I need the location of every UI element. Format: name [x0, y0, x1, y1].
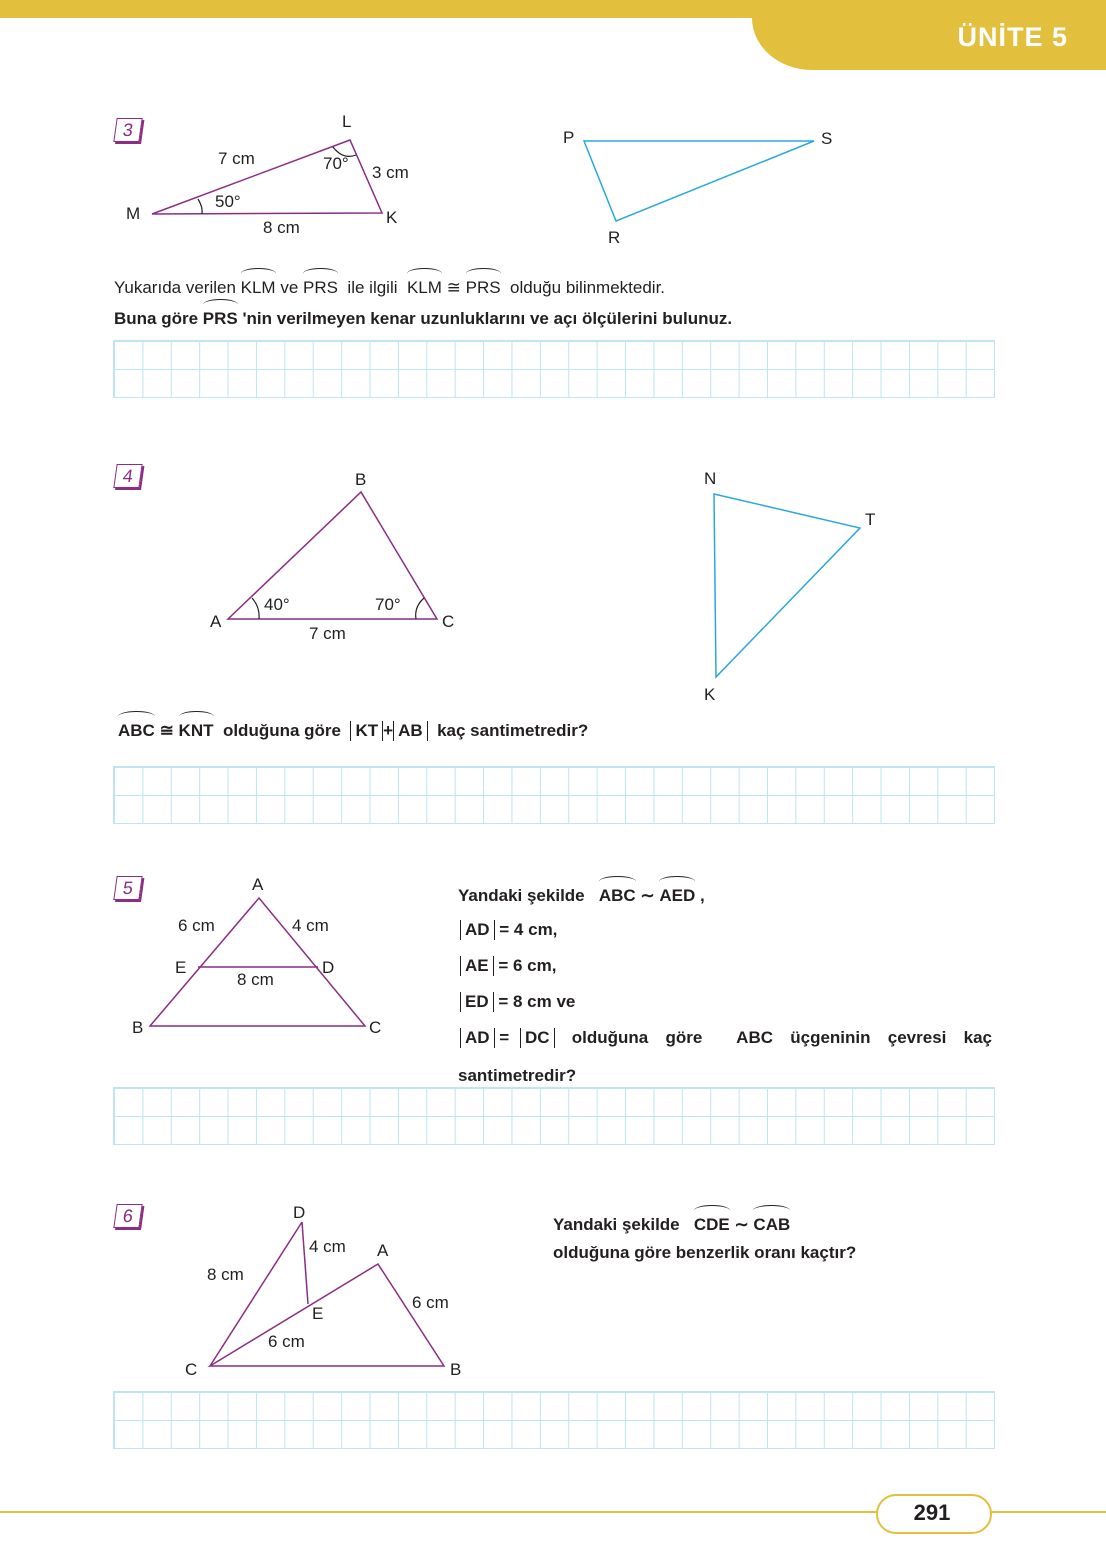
q5-line-1 [458, 884, 705, 906]
vertex-label-e: E [175, 958, 187, 977]
congruent-symbol-2: ≅ [154, 721, 179, 740]
vertex-label-c-q5: C [369, 1018, 382, 1037]
vertex-label-l: L [342, 112, 352, 131]
question-number-5: 5 [113, 876, 142, 900]
triangle-aed-notation: AED [659, 886, 696, 905]
segment-ad-length: AD [460, 920, 495, 940]
unit-label: ÜNİTE 5 [957, 22, 1068, 52]
q3-statement [114, 276, 665, 298]
vertex-label-k2: K [704, 685, 716, 704]
segment-kt-length: KT [350, 721, 383, 741]
angle-label-m: 50° [215, 192, 241, 211]
angle-label-l: 70° [323, 154, 349, 173]
q5-line-6: santimetredir? [458, 1066, 577, 1085]
side-label-de: 4 cm [309, 1237, 346, 1256]
vertex-label-d-q6: D [293, 1203, 306, 1222]
vertex-label-c: C [442, 612, 455, 631]
angle-label-a: 40° [264, 595, 290, 614]
segment-ae-length: AE [460, 956, 494, 976]
answer-grid-4[interactable] [113, 766, 995, 824]
vertex-label-a-q6: A [377, 1241, 389, 1260]
triangle-abc-notation-q5: ABC [598, 886, 636, 905]
congruent-symbol: ≅ [441, 278, 466, 297]
q6-text-a: Yandaki şekilde [553, 1215, 690, 1234]
vertex-label-a-q5: A [252, 875, 264, 894]
question-number-4: 4 [113, 464, 142, 488]
q5-question-text: olduğuna göre ABC üçgeninin çevresi kaç [554, 1028, 992, 1047]
q5-ed-value: = 8 cm ve [493, 992, 576, 1011]
q5-ae-value: = 6 cm, [493, 956, 557, 975]
vertex-label-b-q5: B [132, 1018, 144, 1037]
side-label-ed: 8 cm [237, 970, 274, 989]
similar-symbol: ∼ [635, 886, 660, 905]
triangle-klm-notation-2: KLM [406, 278, 442, 297]
vertex-label-b: B [355, 470, 367, 489]
vertex-label-k: K [386, 208, 398, 227]
triangle-prs-notation-3: PRS [202, 309, 238, 328]
vertex-label-d: D [322, 958, 335, 977]
vertex-label-c-q6: C [185, 1360, 198, 1379]
answer-grid-5[interactable] [113, 1087, 995, 1145]
side-label-ac: 7 cm [309, 624, 346, 643]
q4-question [118, 719, 588, 741]
q4-text-b: kaç santimetredir? [427, 721, 589, 740]
triangle-abc [228, 492, 437, 619]
segment-dc-length: DC [520, 1028, 555, 1048]
question-number-6: 6 [113, 1204, 142, 1228]
answer-grid-3[interactable] [113, 340, 995, 398]
triangle-cab-notation: CAB [753, 1215, 791, 1234]
vertex-label-t: T [865, 510, 876, 529]
plus-symbol: + [383, 721, 394, 740]
similar-symbol-2: ∼ [729, 1215, 754, 1234]
q3-question-a: Buna göre [114, 309, 203, 328]
triangle-klm-notation: KLM [240, 278, 276, 297]
q5-line-3 [460, 956, 556, 976]
triangle-knt [714, 494, 860, 677]
side-label-ce: 6 cm [268, 1332, 305, 1351]
angle-arc-m [198, 199, 202, 214]
q4-text-a: olduğuna göre [213, 721, 346, 740]
segment-ad-length-2: AD [460, 1028, 495, 1048]
q5-line-2 [460, 920, 557, 940]
question-number-3: 3 [113, 118, 142, 142]
triangle-klm [152, 140, 382, 214]
vertex-label-p: P [563, 128, 575, 147]
vertex-label-m: M [126, 204, 141, 223]
triangle-prs-notation-2: PRS [465, 278, 501, 297]
q3-question-b: 'nin verilmeyen kenar uzunluklarını ve açı ölçülerini bulunuz. [237, 309, 733, 328]
vertex-label-e-q6: E [312, 1304, 324, 1323]
side-label-ad: 4 cm [292, 916, 329, 935]
vertex-label-n: N [704, 469, 717, 488]
q3-text-b: ile ilgili [337, 278, 407, 297]
triangle-prs [584, 141, 814, 221]
side-label-ab: 6 cm [412, 1293, 449, 1312]
side-label-mk: 8 cm [263, 218, 300, 237]
q3-text-a: Yukarıda verilen [114, 278, 241, 297]
q5-text-comma: , [695, 886, 705, 905]
equals-symbol: = [494, 1028, 514, 1047]
page-number: 291 [913, 1500, 951, 1525]
side-label-lk: 3 cm [372, 163, 409, 182]
angle-label-c: 70° [375, 595, 401, 614]
q3-text-c: olduğu bilinmektedir. [500, 278, 666, 297]
q3-question [114, 307, 732, 329]
side-label-ml: 7 cm [218, 149, 255, 168]
triangle-cde-notation: CDE [693, 1215, 730, 1234]
segment-de [302, 1222, 308, 1304]
q6-line-1 [553, 1213, 790, 1235]
triangle-prs-notation: PRS [303, 278, 338, 297]
triangle-knt-notation: KNT [178, 721, 214, 740]
vertex-label-a: A [210, 612, 222, 631]
q5-line-4 [460, 992, 575, 1012]
q5-line-5 [460, 1028, 992, 1048]
angle-arc-a [252, 598, 259, 619]
vertex-label-s: S [821, 129, 833, 148]
angle-arc-c [416, 598, 424, 619]
q6-line-2: olduğuna göre benzerlik oranı kaçtır? [553, 1243, 857, 1262]
side-label-ae: 6 cm [178, 916, 215, 935]
answer-grid-6[interactable] [113, 1391, 995, 1449]
triangle-cab [210, 1264, 444, 1366]
segment-ed-length: ED [460, 992, 494, 1012]
side-label-cd: 8 cm [207, 1265, 244, 1284]
q3-text-ve: ve [275, 278, 304, 297]
vertex-label-b-q6: B [450, 1360, 462, 1379]
triangle-abc-notation: ABC [118, 721, 155, 740]
q5-ad-value: = 4 cm, [494, 920, 558, 939]
segment-ab-length: AB [393, 721, 428, 741]
q5-text-a: Yandaki şekilde [458, 886, 595, 905]
vertex-label-r: R [608, 228, 621, 247]
